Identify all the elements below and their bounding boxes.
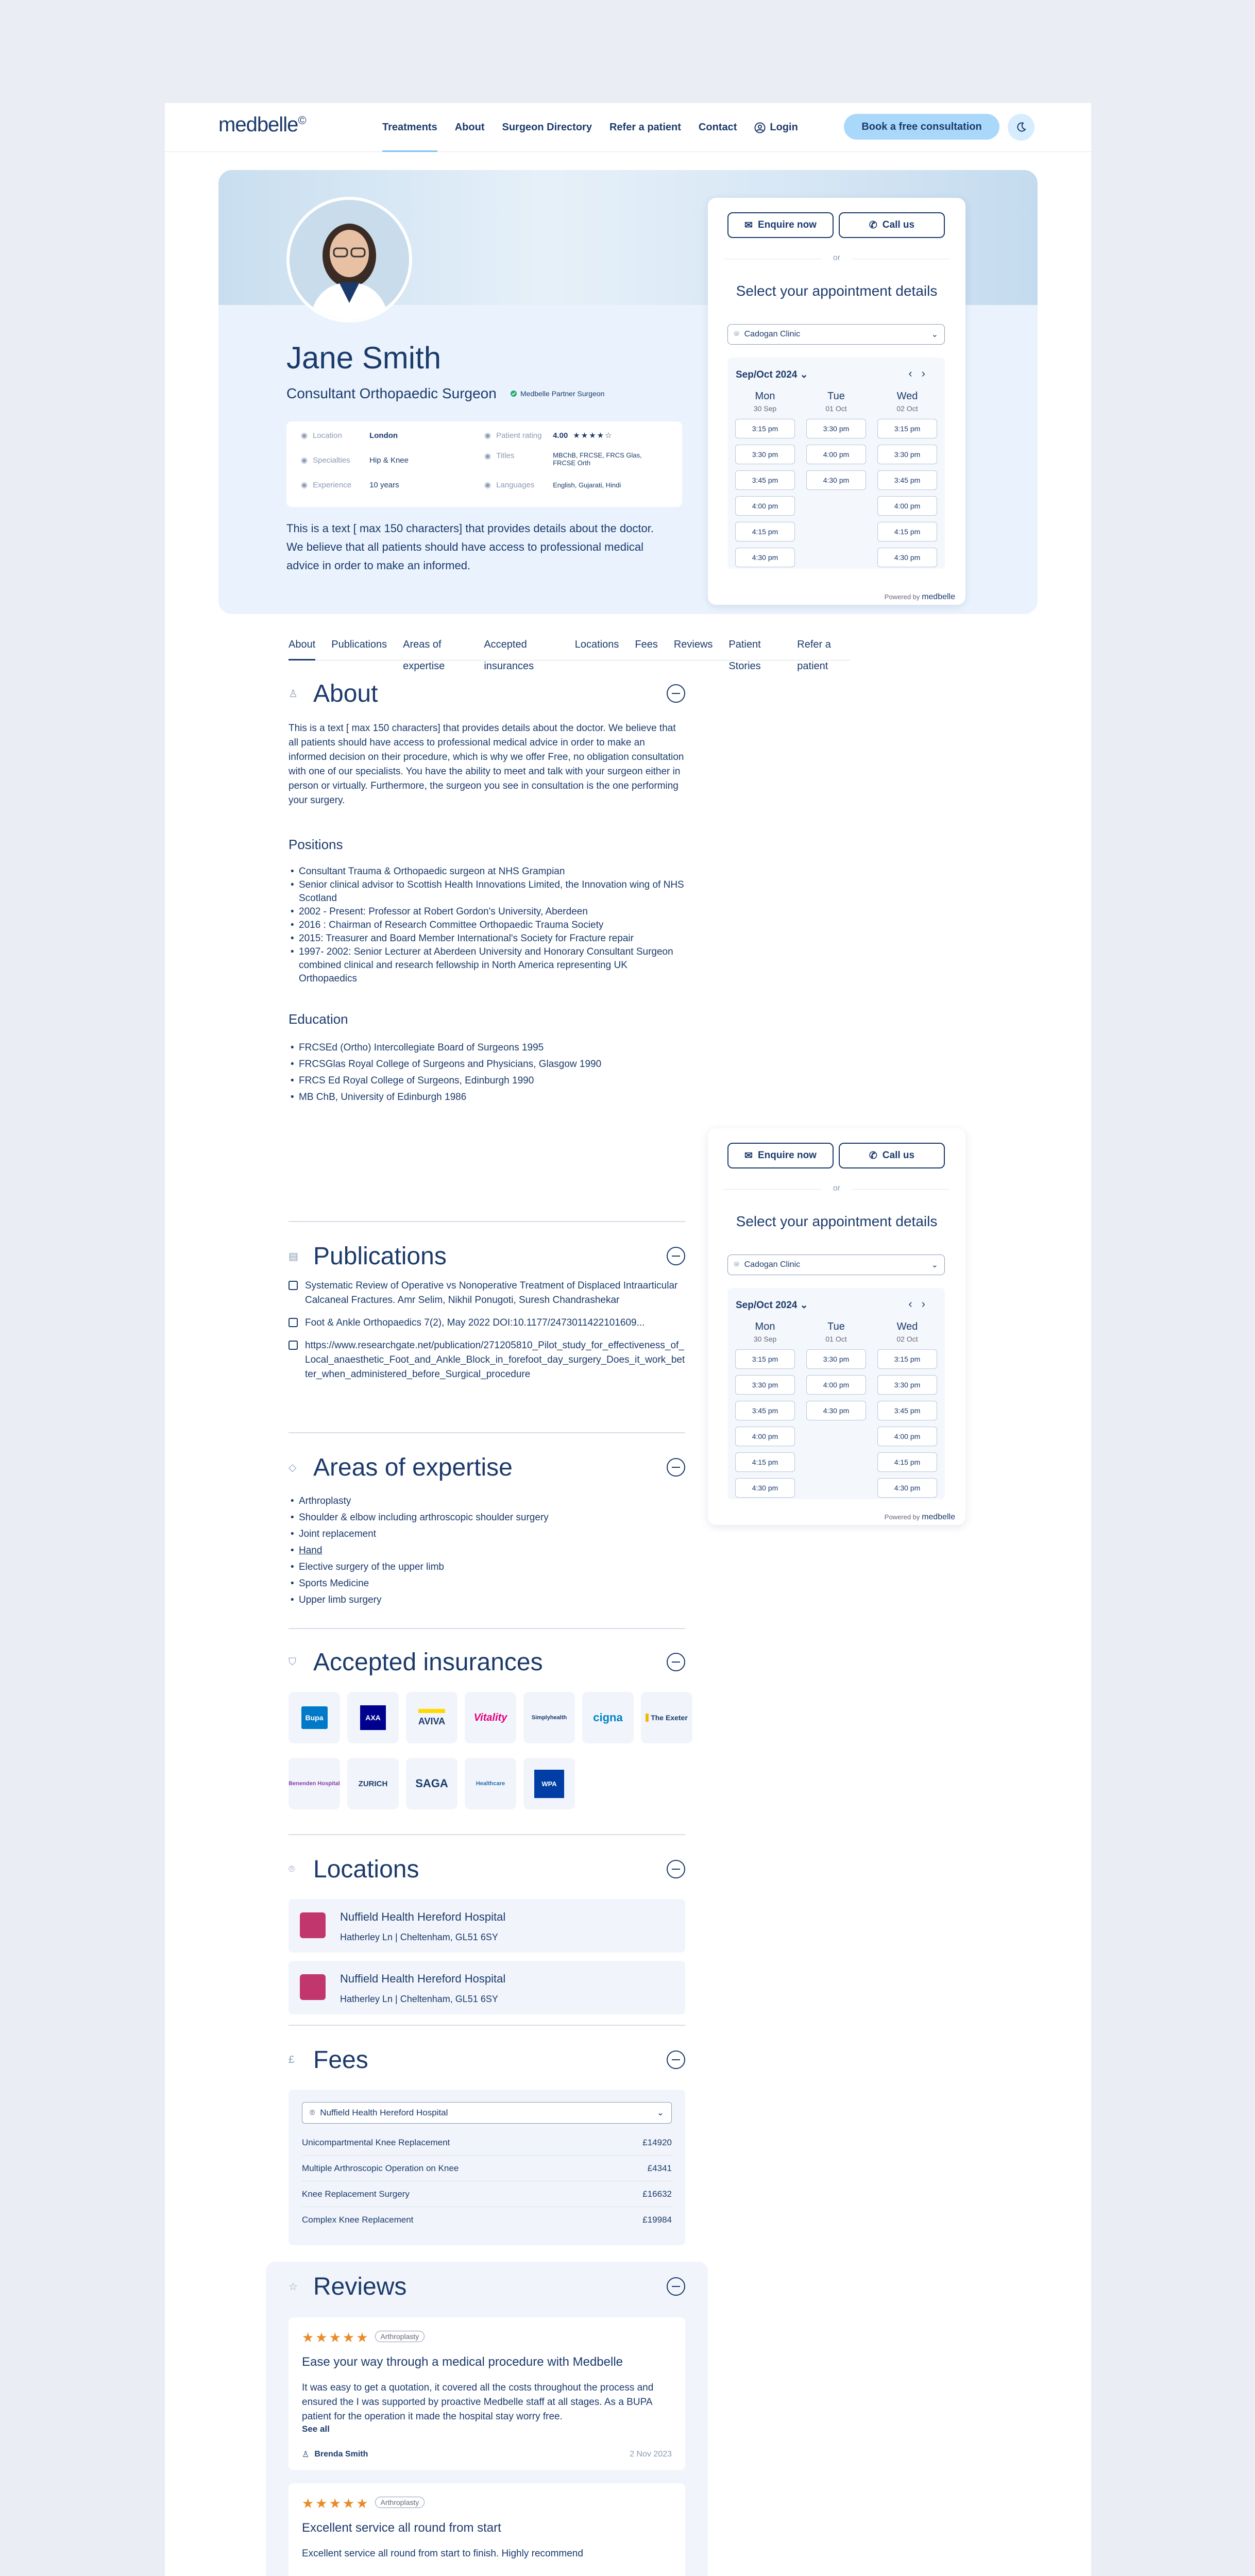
specialty-icon: ◉ xyxy=(301,456,308,465)
fee-row: Multiple Arthroscopic Operation on Knee £4341 xyxy=(302,2156,672,2181)
review-tag: Arthroplasty xyxy=(375,2497,425,2508)
review-date: 2 Nov 2023 xyxy=(630,2450,672,2459)
tab-refer[interactable]: Refer a patient xyxy=(797,639,831,672)
mail-icon: ✉ xyxy=(744,1150,753,1161)
review-body: It was easy to get a quotation, it covered all the costs throughout the process and ensured the I was supported by proactive Medbelle staff at all stages. As a BUPA patient for the operation it made the hospital stay worry free. xyxy=(302,2382,654,2422)
insurance-logos xyxy=(289,1692,688,1809)
shield-icon: ⛉ xyxy=(289,1656,296,1668)
nav-about[interactable]: About xyxy=(454,122,485,133)
time-slot[interactable]: 4:15 pm xyxy=(735,522,795,541)
rating-stars: ★★★★☆ xyxy=(573,431,613,440)
tab-insurances[interactable]: Accepted insurances xyxy=(484,639,534,672)
appointment-heading: Select your appointment details xyxy=(736,1213,938,1229)
day-date: 02 Oct xyxy=(896,404,918,413)
time-slot[interactable]: 4:00 pm xyxy=(735,1427,795,1446)
powered-by: Powered by medbelle xyxy=(884,592,955,601)
day-name: Wed xyxy=(896,1321,918,1332)
prev-week-button[interactable]: ‹ xyxy=(908,367,922,380)
enquire-button[interactable]: ✉ Enquire now xyxy=(727,1143,834,1168)
booking-card-sticky xyxy=(708,1128,965,1525)
positions-heading: Positions xyxy=(289,837,343,852)
logo[interactable]: medbelle© xyxy=(218,113,306,136)
review-stars: ★★★★★ xyxy=(302,2330,370,2345)
time-slot[interactable]: 3:45 pm xyxy=(877,1401,937,1420)
surgeon-title: Consultant Orthopaedic Surgeon xyxy=(286,385,497,401)
publication-icon xyxy=(289,1318,298,1327)
publication-item: Foot & Ankle Orthopaedics 7(2), May 2022 DOI:10.1177/2473011422101609... xyxy=(289,1316,685,1330)
time-slot[interactable]: 3:15 pm xyxy=(735,1349,795,1369)
time-slot[interactable]: 3:30 pm xyxy=(735,1375,795,1395)
collapse-button[interactable] xyxy=(667,1653,685,1671)
divider xyxy=(289,2025,685,2026)
experience-icon: ◉ xyxy=(301,481,308,489)
day-name: Tue xyxy=(827,391,845,402)
collapse-button[interactable] xyxy=(667,2277,685,2296)
tab-fees[interactable]: Fees xyxy=(635,639,658,650)
or-divider: or xyxy=(708,1184,965,1193)
publications-section: ▤ Publications Systematic Review of Operative vs Nonoperative Treatment of Displaced Intraarticular Calcaneal Fractures. Amr Selim, Nikhil Ponugoti, Suresh Chandrashekar Foot & Ankle Orthopaedics 7(2), May 2022 DOI:10.1177/2473011422101609... https://www.researchgate.net/publication/271205810_Pilot_study_for_effectiveness_of_Local_anaesthetic_Foot_and_Ankle_Block_in_forefoot_day_surgery_Does_it_work_better_when_administered_before_Surgical_procedure xyxy=(289,1242,685,1382)
link-icon xyxy=(289,1341,298,1350)
time-slot[interactable]: 4:30 pm xyxy=(877,1478,937,1498)
day-name: Wed xyxy=(896,391,918,402)
pin-icon: ⌾ xyxy=(734,1260,739,1269)
time-slot[interactable]: 3:45 pm xyxy=(877,470,937,490)
user-icon: ♙ xyxy=(289,688,298,700)
nav-surgeon-directory[interactable]: Surgeon Directory xyxy=(502,122,592,133)
pin-icon: ⌾ xyxy=(310,2108,315,2117)
insurer-logo-axa: AXA xyxy=(347,1692,399,1743)
next-week-button[interactable]: › xyxy=(921,367,935,380)
divider xyxy=(289,1834,685,1835)
time-slot[interactable]: 3:30 pm xyxy=(806,1349,866,1369)
divider xyxy=(289,1628,685,1629)
next-week-button[interactable]: › xyxy=(921,1297,935,1310)
check-badge-icon xyxy=(510,390,517,397)
time-slot[interactable]: 4:30 pm xyxy=(735,548,795,567)
clinic-select[interactable]: ⌾ Cadogan Clinic ⌄ xyxy=(727,324,945,345)
tab-locations[interactable]: Locations xyxy=(574,639,619,650)
nav-treatments[interactable]: Treatments xyxy=(382,103,437,152)
time-slot[interactable]: 3:30 pm xyxy=(806,419,866,438)
fees-section: £ Fees ⌾ Nuffield Health Hereford Hospital ⌄ Unicompartmental Knee Replacement £14920 Multiple Arthroscopic Operation on Knee £4341 Knee Replacement Surgery £16632 Complex Knee Replacement £19984 xyxy=(289,2045,685,2245)
publication-link[interactable]: https://www.researchgate.net/publication/271205810_Pilot_study_for_effectiveness_of_Local_anaesthetic_Foot_and_Ankle_Block_in_forefoot_day_surgery_Does_it_work_better_when_administered_before_Surgical_procedure xyxy=(289,1338,685,1382)
time-slot[interactable]: 3:30 pm xyxy=(877,445,937,464)
hospital-icon xyxy=(300,1912,326,1938)
time-slot[interactable]: 4:00 pm xyxy=(806,445,866,464)
insurer-logo-simplyhealth: Simplyhealth xyxy=(523,1692,575,1743)
appointment-calendar xyxy=(727,1288,945,1499)
hospital-select[interactable]: ⌾ Nuffield Health Hereford Hospital ⌄ xyxy=(302,2102,672,2124)
user-icon xyxy=(754,122,766,133)
collapse-button[interactable] xyxy=(667,1247,685,1265)
see-all-link[interactable]: See all xyxy=(302,2424,330,2434)
time-slot[interactable]: 4:30 pm xyxy=(735,1478,795,1498)
location-value: London xyxy=(369,431,398,440)
appointment-calendar xyxy=(727,358,945,569)
time-slot[interactable]: 4:30 pm xyxy=(806,470,866,490)
hospital-icon xyxy=(300,1974,326,2000)
month-selector[interactable]: Sep/Oct 2024 ⌄ xyxy=(736,369,808,380)
day-date: 30 Sep xyxy=(753,1335,777,1343)
pound-icon: £ xyxy=(289,2054,295,2065)
day-name: Tue xyxy=(827,1321,845,1332)
publication-item: Systematic Review of Operative vs Nonoperative Treatment of Displaced Intraarticular Calcaneal Fractures. Amr Selim, Nikhil Ponugoti, Suresh Chandrashekar xyxy=(289,1279,685,1308)
language-icon: ◉ xyxy=(484,481,491,489)
insurer-logo-wpa: WPA xyxy=(523,1758,575,1809)
day-name: Mon xyxy=(755,391,775,402)
month-selector[interactable]: Sep/Oct 2024 ⌄ xyxy=(736,1300,808,1311)
surgeon-summary: This is a text [ max 150 characters] that provides details about the doctor. We believe that all patients should have access to professional medical advice in order to make an informed. xyxy=(286,522,654,572)
theme-toggle[interactable] xyxy=(1008,114,1034,141)
review-card xyxy=(289,2317,685,2470)
insurances-section: ⛉ Accepted insurances Bupa AXA AVIVA Vitality Simplyhealth cigna The Exeter Benenden Hospital ZURICH SAGA Healthcare WPA xyxy=(289,1648,685,1809)
phone-icon: ✆ xyxy=(869,1150,877,1161)
review-body: Excellent service all round from start to finish. Highly recommend xyxy=(302,2548,583,2559)
page-frame xyxy=(165,103,1091,2576)
chevron-down-icon: ⌄ xyxy=(931,1261,938,1269)
document-icon: ▤ xyxy=(289,1250,298,1262)
collapse-button[interactable] xyxy=(667,1458,685,1477)
time-slot[interactable]: 3:45 pm xyxy=(735,470,795,490)
time-slot[interactable]: 4:15 pm xyxy=(877,1452,937,1472)
profile-tabs xyxy=(289,634,850,672)
time-slot[interactable]: 3:45 pm xyxy=(735,1401,795,1420)
tab-patient-stories[interactable]: Patient Stories xyxy=(728,639,761,672)
collapse-button[interactable] xyxy=(667,2050,685,2069)
day-column xyxy=(875,1321,940,1498)
review-card xyxy=(289,2483,685,2576)
review-author: Brenda Smith xyxy=(314,2450,368,2459)
expertise-icon: ◇ xyxy=(289,1462,297,1473)
day-column xyxy=(733,1321,798,1498)
prev-week-button[interactable]: ‹ xyxy=(908,1297,922,1310)
chevron-down-icon: ⌄ xyxy=(800,1300,808,1311)
day-date: 01 Oct xyxy=(825,1335,847,1343)
pin-icon: ⌾ xyxy=(734,330,739,338)
chevron-down-icon: ⌄ xyxy=(931,330,938,339)
time-slot[interactable]: 4:30 pm xyxy=(877,548,937,567)
education-list: • FRCSEd (Ortho) Intercollegiate Board of Surgeons 1995 • FRCSGlas Royal College of Surgeons and Physicians, Glasgow 1990 • FRCS Ed Royal College of Surgeons, Edinburgh 1990 • MB ChB, University of Edinburgh 1986 xyxy=(289,1040,685,1106)
divider xyxy=(289,1221,685,1222)
about-section: ♙ About This is a text [ max 150 characters] that provides details about the doctor. We believe that all patients should have access to professional medical advice in order to make an informed decision on their procedure, which is why we offer Free, no obligation consultation with one of our specialists. You have the ability to meet and talk with your surgeon either in person or virtually. Furthermore, the surgeon you see in consultation is the one performing your surgery. Positions • Consultant Trauma & Orthopaedic surgeon at NHS Grampian • Senior clinical advisor to Scottish Health Innovations Limited, the Innovation wing of NHS Scotland • 2002 - Present: Professor at Robert Gordon's University, Aberdeen • 2016 : Chairman of Research Committee Orthopaedic Trauma Society • 2015: Treasurer and Board Member International's Society for Fracture repair • 1997- 2002: Senior Lecturer at Aberdeen University and Honorary Consultant Surgeon combined clinical and research fellowship in North America representing UK Orthopaedics Education • FRCSEd (Ortho) Intercollegiate Board of Surgeons 1995 • FRCSGlas Royal College of Surgeons and Physicians, Glasgow 1990 • FRCS Ed Royal College of Surgeons, Edinburgh 1990 • MB ChB, University of Edinburgh 1986 xyxy=(289,679,685,1106)
fee-row: Complex Knee Replacement £19984 xyxy=(302,2215,672,2225)
day-date: 02 Oct xyxy=(896,1335,918,1343)
chevron-down-icon: ⌄ xyxy=(800,369,808,380)
time-slot[interactable]: 3:30 pm xyxy=(735,445,795,464)
call-button[interactable]: ✆ Call us xyxy=(839,1143,945,1168)
time-slot[interactable]: 3:15 pm xyxy=(735,419,795,438)
day-date: 30 Sep xyxy=(753,404,777,413)
reviews-section: ☆ Reviews ★★★★★ Arthroplasty Ease your way through a medical procedure with Medbelle It was easy to get a quotation, it covered all the costs throughout the process and ensured the I was supported by proactive Medbelle staff at all stages. As a BUPA patient for the operation it made the hospital stay worry free. See all ♙ Brenda Smith 2 Nov 2023 ★★★★★ Arthroplasty Excellent service all round from start Excellent service all round from start to finish. Highly recommend xyxy=(266,2262,708,2576)
review-title: Excellent service all round from start xyxy=(302,2521,501,2535)
insurer-logo-healthcare: Healthcare xyxy=(465,1758,516,1809)
clinic-select[interactable]: ⌾ Cadogan Clinic ⌄ xyxy=(727,1255,945,1275)
star-icon: ☆ xyxy=(289,2281,298,2293)
or-divider: or xyxy=(708,253,965,263)
book-consultation-button[interactable]: Book a free consultation xyxy=(844,114,999,140)
day-name: Mon xyxy=(755,1321,775,1332)
day-column xyxy=(875,391,940,567)
location-card[interactable]: Nuffield Health Hereford Hospital Hatherley Ln | Cheltenham, GL51 6SY xyxy=(289,1961,685,2014)
chevron-down-icon: ⌄ xyxy=(656,2108,664,2117)
tab-about[interactable]: About xyxy=(289,634,315,660)
time-slot[interactable]: 4:00 pm xyxy=(735,496,795,516)
time-slot[interactable]: 3:15 pm xyxy=(877,1349,937,1369)
call-button[interactable]: ✆ Call us xyxy=(839,212,945,238)
time-slot[interactable]: 4:00 pm xyxy=(877,496,937,516)
top-nav xyxy=(165,103,1091,152)
review-tag: Arthroplasty xyxy=(375,2331,425,2342)
surgeon-details: ◉ Location London ◉ Specialties Hip & Knee ◉ Experience 10 years ◉ Patient rating 4.00 ★★★★☆ ◉ Titles MBChB, FRCSE, FRCS Glas, FRCSE Orth ◉ Languages English, Gujarati, Hindi xyxy=(286,421,682,507)
publication-icon xyxy=(289,1281,298,1290)
powered-by: Powered by medbelle xyxy=(884,1513,955,1521)
tab-publications[interactable]: Publications xyxy=(331,639,387,650)
moon-icon xyxy=(1015,122,1027,133)
time-slot[interactable]: 4:15 pm xyxy=(735,1452,795,1472)
positions-list: • Consultant Trauma & Orthopaedic surgeon at NHS Grampian • Senior clinical advisor to Scottish Health Innovations Limited, the Innovation wing of NHS Scotland • 2002 - Present: Professor at Robert Gordon's University, Aberdeen • 2016 : Chairman of Research Committee Orthopaedic Trauma Society • 2015: Treasurer and Board Member International's Society for Fracture repair • 1997- 2002: Senior Lecturer at Aberdeen University and Honorary Consultant Surgeon combined clinical and research fellowship in North America representing UK Orthopaedics xyxy=(289,865,685,986)
pin-icon: ⌾ xyxy=(289,1863,295,1875)
collapse-button[interactable] xyxy=(667,1860,685,1878)
time-slot[interactable]: 4:15 pm xyxy=(877,522,937,541)
day-date: 01 Oct xyxy=(825,404,847,413)
about-text: This is a text [ max 150 characters] that provides details about the doctor. We believe that all patients should have access to professional medical advice in order to make an informed decision on their procedure, which is why we offer Free, no obligation consultation with one of our specialists. You have the ability to meet and talk with your surgeon either in person or virtually. Furthermore, the surgeon you see in consultation is the one performing your surgery. xyxy=(289,723,684,806)
user-icon: ♙ xyxy=(302,2450,310,2459)
rating-icon: ◉ xyxy=(484,431,491,440)
day-column xyxy=(804,391,869,490)
time-slot[interactable]: 3:30 pm xyxy=(877,1375,937,1395)
insurer-logo-cigna: cigna xyxy=(582,1692,634,1743)
surgeon-photo xyxy=(286,197,412,323)
booking-card xyxy=(708,198,965,605)
appointment-heading: Select your appointment details xyxy=(736,283,938,299)
insurer-logo-bupa: Bupa xyxy=(289,1692,340,1743)
insurer-logo-zurich: ZURICH xyxy=(347,1758,399,1809)
tab-expertise[interactable]: Areas of expertise xyxy=(403,639,445,672)
review-stars: ★★★★★ xyxy=(302,2496,370,2511)
education-heading: Education xyxy=(289,1011,348,1027)
insurer-logo-aviva: AVIVA xyxy=(406,1692,457,1743)
insurer-logo-exeter: The Exeter xyxy=(641,1692,692,1743)
time-slot[interactable]: 4:30 pm xyxy=(806,1401,866,1420)
nav-refer[interactable]: Refer a patient xyxy=(609,122,681,133)
location-card[interactable]: Nuffield Health Hereford Hospital Hatherley Ln | Cheltenham, GL51 6SY xyxy=(289,1899,685,1953)
collapse-button[interactable] xyxy=(667,684,685,703)
phone-icon: ✆ xyxy=(869,219,877,231)
insurer-logo-vitality: Vitality xyxy=(465,1692,516,1743)
mail-icon: ✉ xyxy=(744,219,753,231)
titles-icon: ◉ xyxy=(484,452,491,461)
fee-row: Knee Replacement Surgery £16632 xyxy=(302,2181,672,2207)
partner-badge: Medbelle Partner Surgeon xyxy=(510,389,604,398)
tab-reviews[interactable]: Reviews xyxy=(673,639,713,650)
time-slot[interactable]: 4:00 pm xyxy=(806,1375,866,1395)
enquire-button[interactable]: ✉ Enquire now xyxy=(727,212,834,238)
nav-contact[interactable]: Contact xyxy=(698,122,737,133)
locations-section: ⌾ Locations Nuffield Health Hereford Hospital Hatherley Ln | Cheltenham, GL51 6SY Nuffield Health Hereford Hospital Hatherley Ln | Cheltenham, GL51 6SY xyxy=(289,1855,685,2014)
surgeon-name: Jane Smith xyxy=(286,341,442,375)
pin-icon: ◉ xyxy=(301,431,308,440)
insurer-logo-saga: SAGA xyxy=(406,1758,457,1809)
expertise-section: ◇ Areas of expertise • Arthroplasty • Shoulder & elbow including arthroscopic shoulder surgery • Joint replacement • Hand • Elective surgery of the upper limb • Sports Medicine • Upper limb surgery xyxy=(289,1453,685,1608)
nav-login[interactable]: Login xyxy=(754,103,798,152)
fee-row: Unicompartmental Knee Replacement £14920 xyxy=(302,2130,672,2156)
insurer-logo-benenden: Benenden Hospital xyxy=(289,1758,340,1809)
day-column xyxy=(733,391,798,567)
expertise-list: • Arthroplasty • Shoulder & elbow including arthroscopic shoulder surgery • Joint replacement • Hand • Elective surgery of the upper limb • Sports Medicine • Upper limb surgery xyxy=(289,1493,685,1608)
review-title: Ease your way through a medical procedure with Medbelle xyxy=(302,2355,623,2369)
time-slot[interactable]: 4:00 pm xyxy=(877,1427,937,1446)
divider xyxy=(289,1432,685,1433)
time-slot[interactable]: 3:15 pm xyxy=(877,419,937,438)
day-column xyxy=(804,1321,869,1420)
fees-table xyxy=(289,2090,685,2245)
